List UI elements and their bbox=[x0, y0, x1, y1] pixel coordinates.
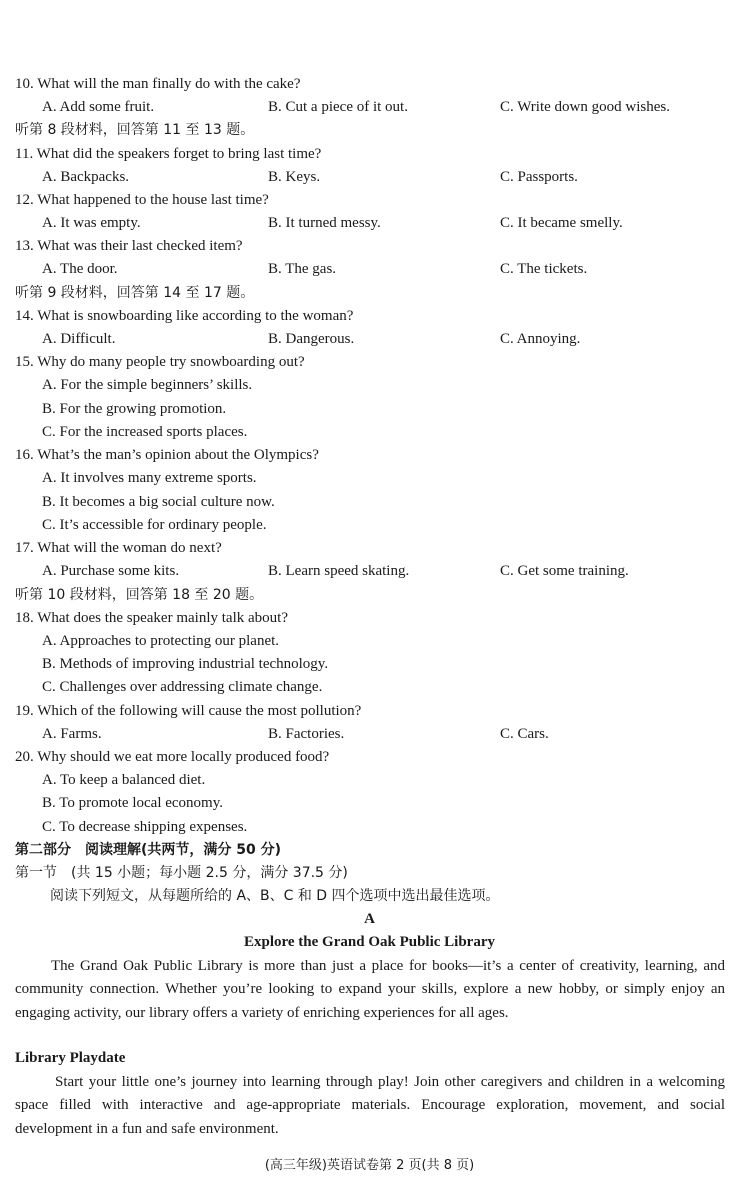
q20-option-b: B. To promote local economy. bbox=[42, 795, 223, 811]
q19-option-b: B. Factories. bbox=[268, 726, 345, 742]
question-13: 13. What was their last checked item? bbox=[15, 238, 243, 254]
passage-title: Explore the Grand Oak Public Library bbox=[244, 934, 495, 950]
q18-option-b: B. Methods of improving industrial technology. bbox=[42, 656, 329, 672]
q13-option-b: B. The gas. bbox=[268, 261, 337, 277]
passage-intro-paragraph: The Grand Oak Public Library is more than just a place for books—it’s a center of creativity, learning, and community connection. Whether you’re looking to expand your skills, explore a new hobby, or simply enjoy an engaging activity, our library offers a variety of enriching experiences for all ages. bbox=[15, 958, 725, 1021]
q18-option-c: C. Challenges over addressing climate change. bbox=[42, 679, 323, 695]
part-2-heading: 第二部分 阅读理解(共两节，满分 50 分) bbox=[15, 842, 282, 858]
page-footer: (高三年级)英语试卷第 2 页(共 8 页) bbox=[264, 1158, 475, 1173]
question-14: 14. What is snowboarding like according to the woman? bbox=[15, 308, 354, 324]
q10-option-b: B. Cut a piece of it out. bbox=[268, 99, 408, 115]
q16-option-c: C. It’s accessible for ordinary people. bbox=[42, 517, 267, 533]
question-16: 16. What’s the man’s opinion about the Olympics? bbox=[15, 447, 319, 463]
question-15: 15. Why do many people try snowboarding out? bbox=[15, 354, 305, 370]
section-8-instruction: 听第 8 段材料，回答第 11 至 13 题。 bbox=[15, 122, 255, 138]
q18-option-a: A. Approaches to protecting our planet. bbox=[42, 633, 280, 649]
q16-option-b: B. It becomes a big social culture now. bbox=[42, 494, 275, 510]
q11-option-a: A. Backpacks. bbox=[42, 169, 130, 185]
q10-option-c: C. Write down good wishes. bbox=[500, 99, 670, 115]
q13-option-a: A. The door. bbox=[42, 261, 118, 277]
question-18: 18. What does the speaker mainly talk about? bbox=[15, 610, 288, 626]
part-2-section-1-heading: 第一节 (共 15 小题；每小题 2.5 分，满分 37.5 分) bbox=[15, 865, 348, 881]
q15-option-b: B. For the growing promotion. bbox=[42, 401, 227, 417]
question-11: 11. What did the speakers forget to bring last time? bbox=[15, 146, 322, 162]
q16-option-a: A. It involves many extreme sports. bbox=[42, 470, 257, 486]
section-10-instruction: 听第 10 段材料，回答第 18 至 20 题。 bbox=[15, 587, 264, 603]
q17-option-b: B. Learn speed skating. bbox=[268, 563, 410, 579]
q11-option-c: C. Passports. bbox=[500, 169, 578, 185]
question-10: 10. What will the man finally do with the cake? bbox=[15, 76, 301, 92]
question-17: 17. What will the woman do next? bbox=[15, 540, 222, 556]
q10-option-a: A. Add some fruit. bbox=[42, 99, 155, 115]
q15-option-a: A. For the simple beginners’ skills. bbox=[42, 377, 253, 393]
q17-option-c: C. Get some training. bbox=[500, 563, 629, 579]
q14-option-b: B. Dangerous. bbox=[268, 331, 355, 347]
section-9-instruction: 听第 9 段材料，回答第 14 至 17 题。 bbox=[15, 285, 255, 301]
q20-option-a: A. To keep a balanced diet. bbox=[42, 772, 206, 788]
library-playdate-heading: Library Playdate bbox=[15, 1050, 126, 1066]
q20-option-c: C. To decrease shipping expenses. bbox=[42, 819, 248, 835]
q12-option-a: A. It was empty. bbox=[42, 215, 141, 231]
reading-instructions: 阅读下列短文，从每题所给的 A、B、C 和 D 四个选项中选出最佳选项。 bbox=[50, 888, 500, 904]
q14-option-c: C. Annoying. bbox=[500, 331, 581, 347]
q12-option-b: B. It turned messy. bbox=[268, 215, 381, 231]
q13-option-c: C. The tickets. bbox=[500, 261, 588, 277]
q17-option-a: A. Purchase some kits. bbox=[42, 563, 180, 579]
q14-option-a: A. Difficult. bbox=[42, 331, 116, 347]
library-playdate-paragraph: Start your little one’s journey into learning through play! Join other caregivers and children in a welcoming space filled with interactive and age-appropriate materials. Encourage exploration, movement, and social development in a fun and safe environment. bbox=[15, 1074, 725, 1137]
question-12: 12. What happened to the house last time? bbox=[15, 192, 269, 208]
q12-option-c: C. It became smelly. bbox=[500, 215, 623, 231]
question-19: 19. Which of the following will cause the most pollution? bbox=[15, 703, 362, 719]
q19-option-a: A. Farms. bbox=[42, 726, 102, 742]
q11-option-b: B. Keys. bbox=[268, 169, 321, 185]
passage-letter: A bbox=[364, 911, 375, 927]
question-20: 20. Why should we eat more locally produced food? bbox=[15, 749, 330, 765]
q15-option-c: C. For the increased sports places. bbox=[42, 424, 248, 440]
q19-option-c: C. Cars. bbox=[500, 726, 549, 742]
